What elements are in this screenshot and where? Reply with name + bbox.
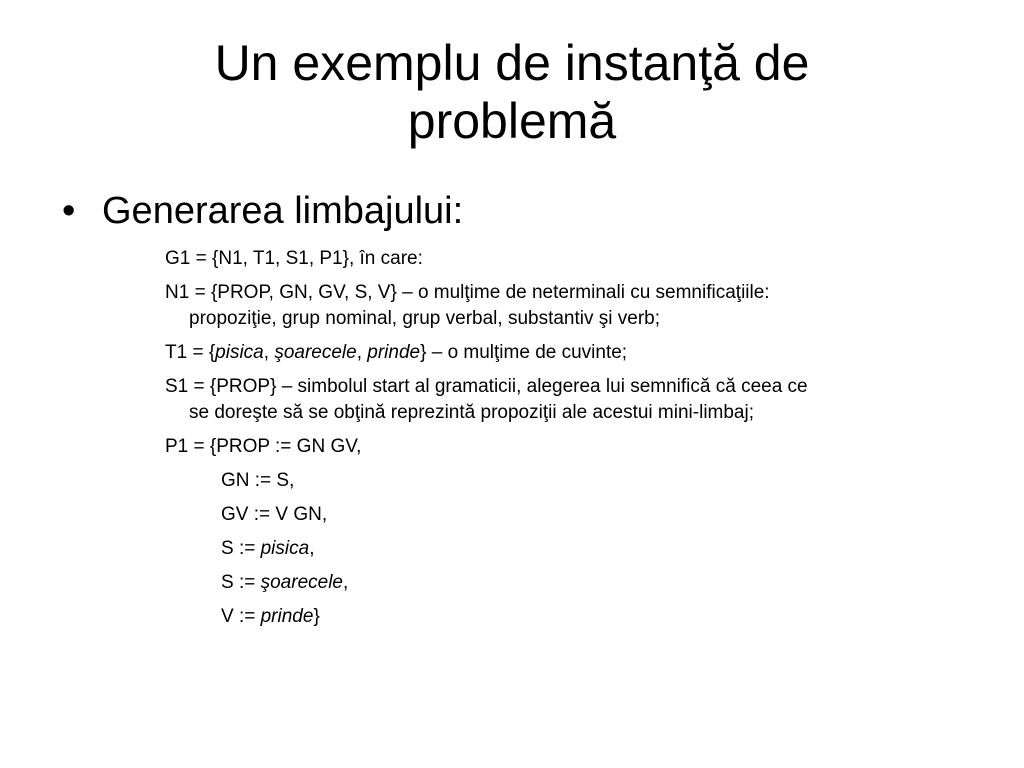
- t1-word-soarecele: şoarecele: [274, 342, 357, 363]
- slide-title-line-1: Un exemplu de instanţă de: [214, 35, 810, 91]
- bullet-item: [62, 188, 463, 234]
- slide-title: [0, 34, 1024, 150]
- g1-definition: G1 = {N1, T1, S1, P1}, în care:: [165, 248, 423, 269]
- t1-suffix: } – o mulţime de cuvinte;: [420, 342, 628, 363]
- t1-separator-1: ,: [263, 342, 275, 363]
- p1-rule-gv: GV := V GN,: [221, 504, 328, 525]
- bullet-text: Generarea limbajului:: [102, 190, 464, 232]
- p1-rule-v-prefix: V :=: [221, 606, 261, 627]
- t1-separator-2: ,: [356, 342, 368, 363]
- slide-title-line-2: problemă: [407, 93, 617, 149]
- s1-definition: [165, 374, 965, 426]
- s1-line-1: S1 = {PROP} – simbolul start al gramaticii, alegerea lui semnifică că ceea ce: [165, 376, 808, 397]
- p1-rule-s-prefix: S :=: [221, 538, 261, 559]
- t1-prefix: T1 = {: [165, 342, 216, 363]
- n1-definition: [165, 280, 965, 332]
- p1-rule-v-word: prinde: [260, 606, 314, 627]
- p1-rule-v-suffix: }: [313, 606, 320, 627]
- p1-header: P1 = {PROP := GN GV,: [165, 436, 362, 457]
- s1-line-2: se doreşte să se obţină reprezintă propoziţii ale acestui mini-limbaj;: [189, 402, 754, 423]
- t1-definition: [165, 340, 965, 366]
- bullet-glyph: •: [62, 190, 76, 232]
- p1-rule-gn: GN := S,: [221, 470, 295, 491]
- p1-rule-s2-word: şoarecele: [260, 572, 343, 593]
- p1-rule-s-pisica: [165, 536, 965, 562]
- p1-rule-s-word: pisica: [260, 538, 310, 559]
- p1-rule-s-soarecele: [165, 570, 965, 596]
- p1-rule-s2-prefix: S :=: [221, 572, 261, 593]
- n1-line-1: N1 = {PROP, GN, GV, S, V} – o mulţime de neterminali cu semnificaţiile:: [165, 282, 770, 303]
- p1-rule-v-prinde: [165, 604, 965, 630]
- p1-rule-s2-suffix: ,: [343, 572, 349, 593]
- p1-definition: [165, 434, 965, 630]
- t1-word-pisica: pisica: [215, 342, 264, 363]
- n1-line-2: propoziţie, grup nominal, grup verbal, substantiv şi verb;: [189, 308, 661, 329]
- p1-rule-s-suffix: ,: [309, 538, 315, 559]
- t1-word-prinde: prinde: [367, 342, 421, 363]
- grammar-definition: [165, 246, 965, 630]
